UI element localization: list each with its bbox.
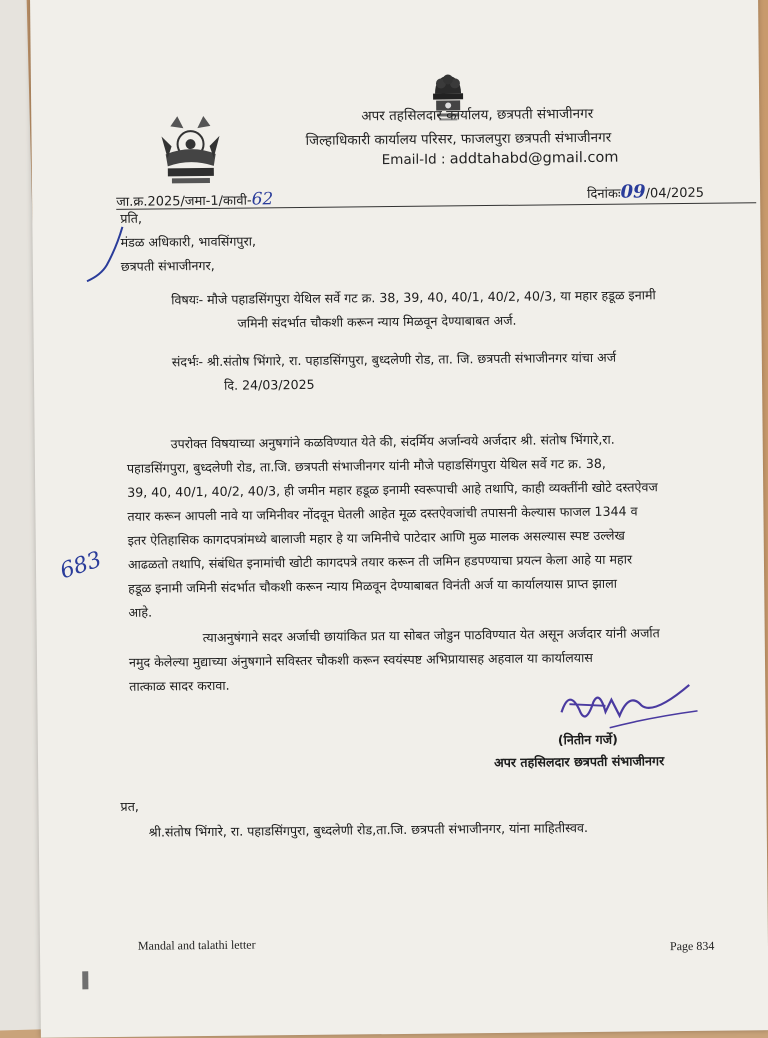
- paragraph-2-line: तात्काळ सादर करावा.: [129, 677, 230, 694]
- paragraph-1-line: आहे.: [128, 604, 153, 620]
- handwritten-ref-number: 62: [251, 189, 274, 210]
- paragraph-1-line: 39, 40, 40/1, 40/2, 40/3, ही जमीन महार हडूळ इनामी स्वरूपाची आहे तथापि, काही व्यक्तींनी खोटे दस्तऐवज: [127, 479, 658, 500]
- paragraph-1: [127, 426, 768, 625]
- office-email: [382, 150, 619, 168]
- paragraph-1-line: इतर ऐतिहासिक कागदपत्रांमध्ये बालाजी महार हे या जमिनीचे पाटेदार आणि मुळ मालक असल्यास स्पष्ट उल्लेख: [127, 527, 625, 548]
- scan-bar-mark: [82, 971, 88, 989]
- reference-number-prefix: जा.क्र.2025/जमा-1/कावी-: [116, 193, 252, 210]
- date-suffix: /04/2025: [645, 185, 705, 202]
- page-number: Page 834: [669, 938, 715, 954]
- footer-caption: Mandal and talathi letter: [137, 937, 256, 953]
- handwritten-tick-mark: [82, 225, 143, 290]
- paragraph-2-line: नमुद केलेल्या मुद्याच्या अंनुषगाने सविस्तर चौकशी करून स्वयंस्पष्ट अभिप्रायासह अहवाल या कार्यालयास: [128, 649, 593, 670]
- email-label: Email-Id :: [381, 151, 446, 169]
- reference-line-1: संदर्भः- श्री.संतोष भिंगारे, रा. पहाडसिंगपुरा, बुध्दलेणी रोड, ता. जि. छत्रपती संभाजीनगर यांचा अर्ज: [171, 349, 617, 370]
- email-address: addtahabd@gmail.com: [449, 149, 619, 168]
- paragraph-1-line: हडूळ इनामी जमिनी संदर्भात चौकशी करून न्याय मिळवून देण्याबाबत विनंती अर्ज या कार्यालयास प्राप्त झाला: [128, 575, 618, 596]
- recipient-line-1: मंडळ अधिकारी, भावसिंगपुरा,: [120, 233, 257, 250]
- handwritten-margin-number: 683: [57, 547, 105, 585]
- maharashtra-seal-icon: [155, 114, 226, 187]
- recipient-line-2: छत्रपती संभाजीनगर,: [120, 257, 215, 274]
- office-name: अपर तहसिलदार कार्यालय, छत्रपती संभाजीनगर: [361, 105, 594, 125]
- signatory-designation: अपर तहसिलदार छत्रपती संभाजीनगर: [493, 753, 665, 770]
- date-label: दिनांकः: [587, 186, 621, 202]
- copy-recipient: श्री.संतोष भिंगारे, रा. पहाडसिंगपुरा, बुध्दलेणी रोड,ता.जि. छत्रपती संभाजीनगर, यांना माहितीस्वव.: [148, 820, 589, 840]
- office-address: जिल्हाधिकारी कार्यालय परिसर, फाजलपुरा छत्रपती संभाजीनगर: [305, 129, 612, 149]
- reference-line-2: दि. 24/03/2025: [224, 376, 315, 393]
- paragraph-1-line: पहाडसिंगपुरा, बुध्दलेणी रोड, ता.जि. छत्रपती संभाजीनगर यांनी मौजे पहाडसिंगपुरा येथिल सर्वे गट क्र. 38,: [126, 455, 606, 476]
- paragraph-1-line: आढळतो तथापि, संबंधित इनामांची खोटी कागदपत्रे तयार करून ती जमिन हडपण्याचा प्रयत्न केला आहे या महार: [127, 551, 633, 572]
- signatory-name: (नितीन गर्जे): [557, 731, 618, 748]
- subject-line-1: विषयः- मौजे पहाडसिंगपुरा येथिल सर्वे गट क्र. 38, 39, 40, 40/1, 40/2, 40/3, या महार हडूळ इनामी: [171, 287, 656, 308]
- paragraph-1-line: तयार करून आपली नावे या जमिनीवर नोंदवून घेतली आहेत मूळ दस्तऐवजांची तपासनी केल्यास फाजल 1344 व: [127, 503, 638, 524]
- subject-line-2: जमिनी संदर्भात चौकशी करून न्याय मिळवून देण्याबाबत अर्ज.: [237, 312, 517, 331]
- letter-page: [30, 0, 768, 1038]
- paragraph-2-line: त्याअनुषंगाने सदर अर्जाची छायांकित प्रत या सोबत जोडुन पाठविण्यात येत असून अर्जदार यांनी अर्जात: [202, 625, 660, 646]
- paragraph-1-line: उपरोक्त विषयाच्या अनुषगांने कळविण्यात येते की, संदर्मिय अर्जान्वये अर्जदार श्री. संतोष भिंगारे,रा.: [170, 431, 615, 452]
- recipient-to: प्रति,: [120, 210, 143, 226]
- copy-label: प्रत,: [120, 798, 139, 814]
- handwritten-date-day: 09: [620, 181, 646, 203]
- letter-date: [587, 181, 704, 203]
